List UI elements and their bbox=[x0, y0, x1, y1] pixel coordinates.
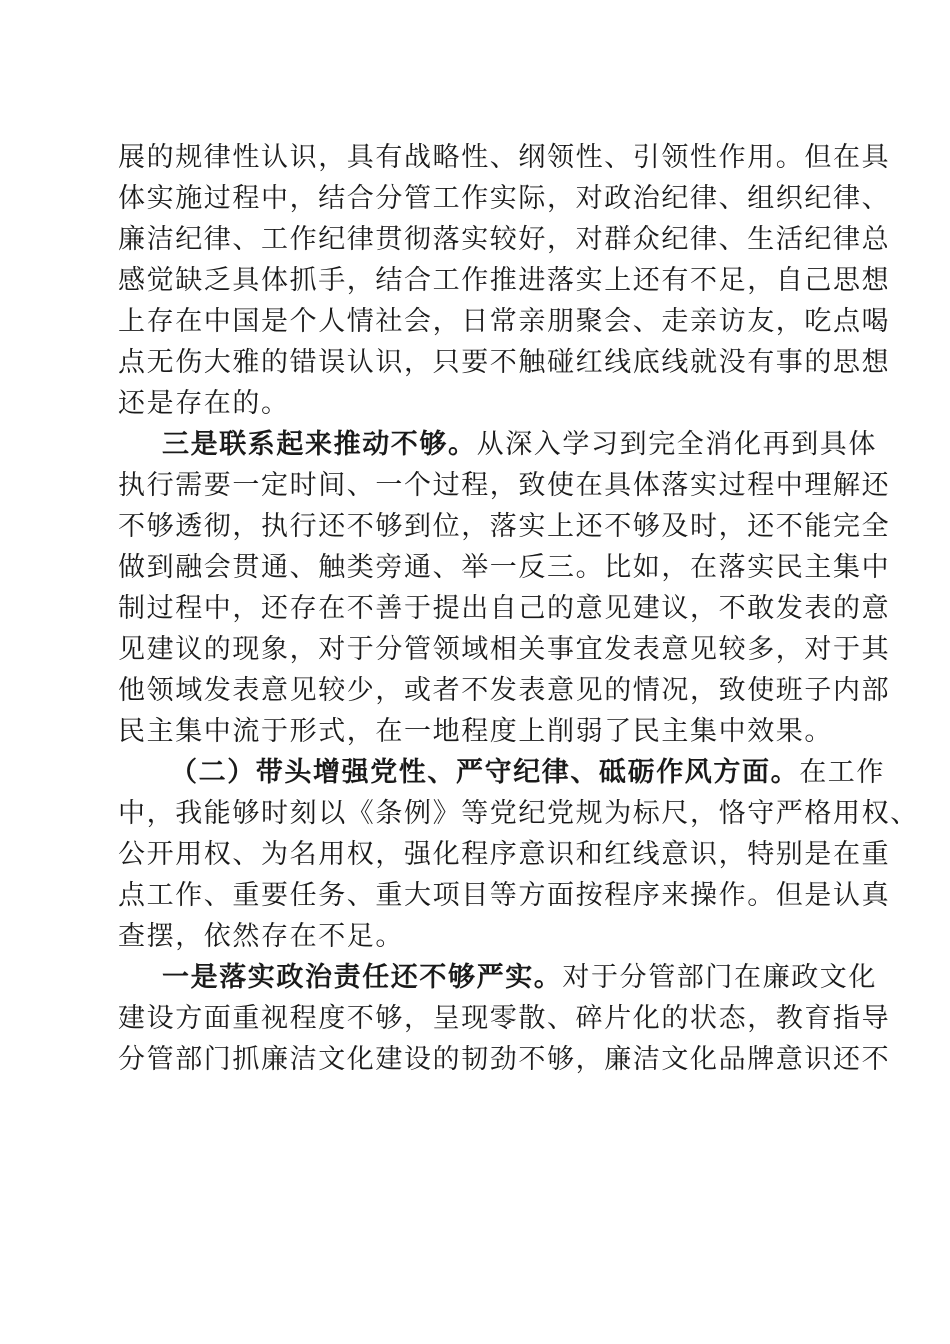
text-line: 展的规律性认识，具有战略性、纲领性、引领性作用。但在具 bbox=[118, 142, 891, 173]
paragraph-heading: 一是落实政治责任还不够严实。 bbox=[162, 962, 563, 993]
text-line: 查摆，依然存在不足。 bbox=[118, 921, 404, 952]
text-line: 还是存在的。 bbox=[118, 388, 290, 419]
text-line: 点无伤大雅的错误认识，只要不触碰红线底线就没有事的思想 bbox=[118, 347, 891, 378]
text-line: 中，我能够时刻以《条例》等党纪党规为标尺，恪守严格用权、 bbox=[118, 798, 919, 829]
paragraph-2 bbox=[118, 424, 891, 752]
text-line: 分管部门抓廉洁文化建设的韧劲不够，廉洁文化品牌意识还不 bbox=[118, 1044, 891, 1075]
paragraph-3 bbox=[118, 752, 919, 957]
text-line: 廉洁纪律、工作纪律贯彻落实较好，对群众纪律、生活纪律总 bbox=[118, 224, 891, 255]
text-line: 他领域发表意见较少，或者不发表意见的情况，致使班子内部 bbox=[118, 675, 891, 706]
heading-continuation: 从深入学习到完全消化再到具体 bbox=[476, 429, 878, 460]
text-line: 建设方面重视程度不够，呈现零散、碎片化的状态，教育指导 bbox=[118, 1003, 891, 1034]
text-line-first bbox=[118, 752, 886, 793]
text-line: 民主集中流于形式，在一地程度上削弱了民主集中效果。 bbox=[118, 716, 833, 747]
text-line: 点工作、重要任务、重大项目等方面按程序来操作。但是认真 bbox=[118, 880, 891, 911]
section-heading: （二）带头增强党性、严守纪律、砥砺作风方面。 bbox=[170, 757, 800, 788]
paragraph-1 bbox=[118, 137, 891, 424]
text-line: 上存在中国是个人情社会，日常亲朋聚会、走亲访友，吃点喝 bbox=[118, 306, 891, 337]
text-line: 不够透彻，执行还不够到位，落实上还不够及时，还不能完全 bbox=[118, 511, 891, 542]
text-line: 感觉缺乏具体抓手，结合工作推进落实上还有不足，自己思想 bbox=[118, 265, 891, 296]
text-line: 做到融会贯通、触类旁通、举一反三。比如，在落实民主集中 bbox=[118, 552, 891, 583]
paragraph-4 bbox=[118, 957, 891, 1080]
text-line: 见建议的现象，对于分管领域相关事宜发表意见较多，对于其 bbox=[118, 634, 891, 665]
text-line: 公开用权、为名用权，强化程序意识和红线意识，特别是在重 bbox=[118, 839, 891, 870]
text-line: 执行需要一定时间、一个过程，致使在具体落实过程中理解还 bbox=[118, 470, 891, 501]
heading-continuation: 在工作 bbox=[799, 757, 886, 788]
document-body bbox=[118, 137, 919, 1080]
heading-continuation: 对于分管部门在廉政文化 bbox=[562, 962, 878, 993]
text-line: 制过程中，还存在不善于提出自己的意见建议，不敢发表的意 bbox=[118, 593, 891, 624]
text-line-first bbox=[118, 957, 878, 998]
text-line: 体实施过程中，结合分管工作实际，对政治纪律、组织纪律、 bbox=[118, 183, 891, 214]
text-line-first bbox=[118, 424, 878, 465]
paragraph-heading: 三是联系起来推动不够。 bbox=[162, 429, 477, 460]
